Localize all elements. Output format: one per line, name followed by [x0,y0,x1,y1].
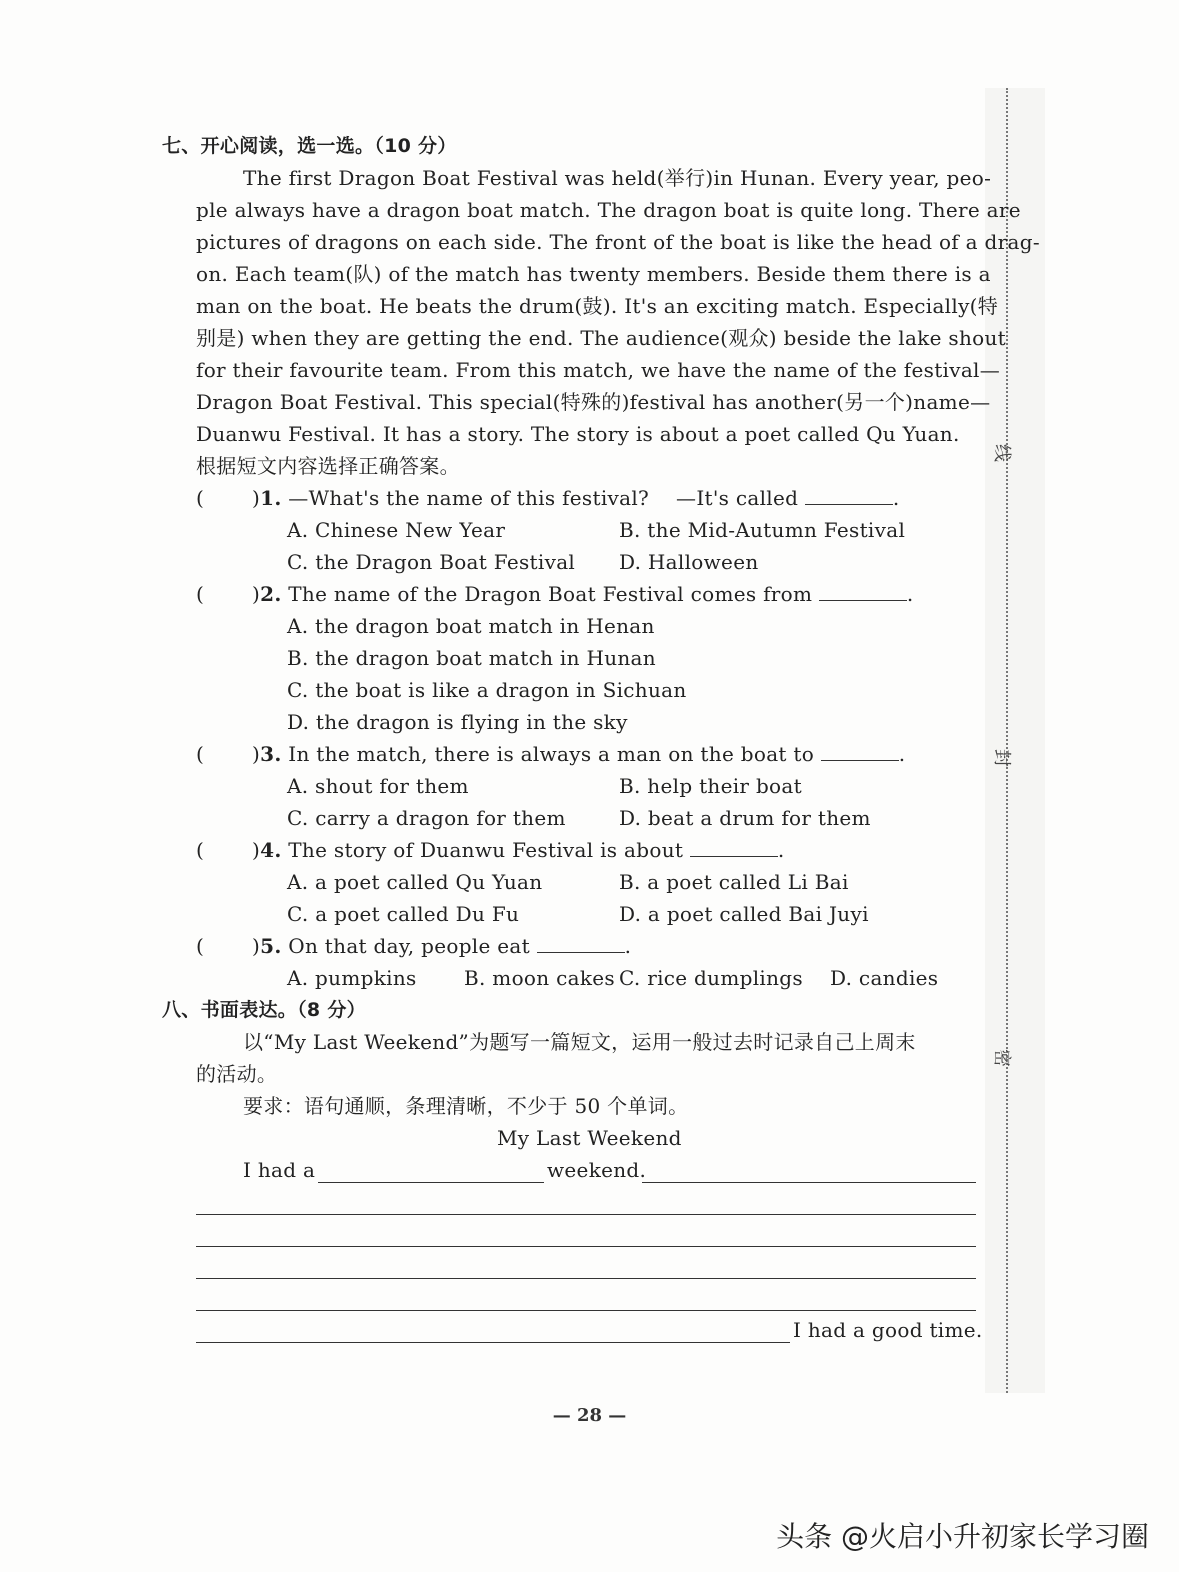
option[interactable]: A. a poet called Qu Yuan [287,870,543,894]
passage-line: The first Dragon Boat Festival was held(举行)in Hunan. Every year, peo- [243,166,992,190]
passage-line: 别是) when they are getting the end. The audience(观众) beside the lake shout [196,326,1006,350]
answer-paren-open: ( [196,486,205,510]
option[interactable]: D. candies [830,966,939,990]
option[interactable]: A. shout for them [287,774,469,798]
answer-paren-open: ( [196,742,205,766]
option[interactable]: D. beat a drum for them [619,806,871,830]
margin-mark-feng: 封 [991,749,1012,767]
essay-ending: I had a good time. [793,1318,983,1342]
section-7-title: 七、开心阅读，选一选。（10 分） [162,135,457,157]
question-5: )5. On that day, people eat . [252,934,632,958]
option[interactable]: D. Halloween [619,550,759,574]
instruction: 根据短文内容选择正确答案。 [196,454,460,478]
writing-line[interactable] [196,1310,976,1311]
option[interactable]: B. moon cakes [464,966,615,990]
passage-line: on. Each team(队) of the match has twenty members. Beside them there is a [196,262,991,286]
option[interactable]: D. the dragon is flying in the sky [287,710,628,734]
option[interactable]: A. pumpkins [287,966,417,990]
watermark: 头条 @火启小升初家长学习圈 [776,1520,1149,1553]
answer-paren-open: ( [196,934,205,958]
essay-title: My Last Weekend [497,1126,682,1150]
option[interactable]: C. rice dumplings [619,966,803,990]
writing-prompt: 以“My Last Weekend”为题写一篇短文，运用一般过去时记录自己上周末 [243,1030,916,1054]
writing-line[interactable] [318,1182,544,1183]
option[interactable]: D. a poet called Bai Juyi [619,902,869,926]
option[interactable]: B. a poet called Li Bai [619,870,849,894]
margin-mark-mi: 密 [991,1049,1012,1067]
section-8-title: 八、书面表达。（8 分） [162,999,366,1021]
question-1: )1. —What's the name of this festival? —It's called . [252,486,900,510]
question-3: )3. In the match, there is always a man on the boat to . [252,742,906,766]
writing-line[interactable] [196,1246,976,1247]
essay-start: I had a [243,1158,316,1182]
writing-prompt: 的活动。 [196,1062,278,1086]
binding-margin [985,88,1045,1393]
option[interactable]: B. the dragon boat match in Hunan [287,646,656,670]
answer-blank[interactable] [821,742,899,761]
answer-blank[interactable] [690,838,778,857]
writing-line[interactable] [642,1182,976,1183]
question-2: )2. The name of the Dragon Boat Festival comes from . [252,582,914,606]
passage-line: man on the boat. He beats the drum(鼓). It's an exciting match. Especially(特 [196,294,999,318]
option[interactable]: C. carry a dragon for them [287,806,566,830]
page-number: — 28 — [552,1405,627,1426]
answer-blank[interactable] [537,934,625,953]
margin-mark-xian: 线 [991,444,1012,462]
writing-line[interactable] [196,1342,790,1343]
writing-requirement: 要求：语句通顺，条理清晰，不少于 50 个单词。 [243,1094,689,1118]
answer-paren-open: ( [196,838,205,862]
question-4: )4. The story of Duanwu Festival is about . [252,838,785,862]
answer-blank[interactable] [805,486,893,505]
passage-line: for their favourite team. From this match, we have the name of the festival— [196,358,1001,382]
passage-line: ple always have a dragon boat match. The dragon boat is quite long. There are [196,198,1021,222]
answer-blank[interactable] [819,582,907,601]
passage-line: pictures of dragons on each side. The front of the boat is like the head of a drag- [196,230,1040,254]
passage-line: Dragon Boat Festival. This special(特殊的)festival has another(另一个)name— [196,390,991,414]
option[interactable]: C. the boat is like a dragon in Sichuan [287,678,687,702]
passage-line: Duanwu Festival. It has a story. The story is about a poet called Qu Yuan. [196,422,960,446]
writing-line[interactable] [196,1278,976,1279]
option[interactable]: B. help their boat [619,774,802,798]
answer-paren-open: ( [196,582,205,606]
writing-line[interactable] [196,1214,976,1215]
cut-line [1006,88,1008,1393]
option[interactable]: B. the Mid-Autumn Festival [619,518,906,542]
option[interactable]: A. Chinese New Year [287,518,506,542]
option[interactable]: A. the dragon boat match in Henan [287,614,655,638]
essay-start-weekend: weekend. [547,1158,647,1182]
option[interactable]: C. the Dragon Boat Festival [287,550,576,574]
option[interactable]: C. a poet called Du Fu [287,902,520,926]
